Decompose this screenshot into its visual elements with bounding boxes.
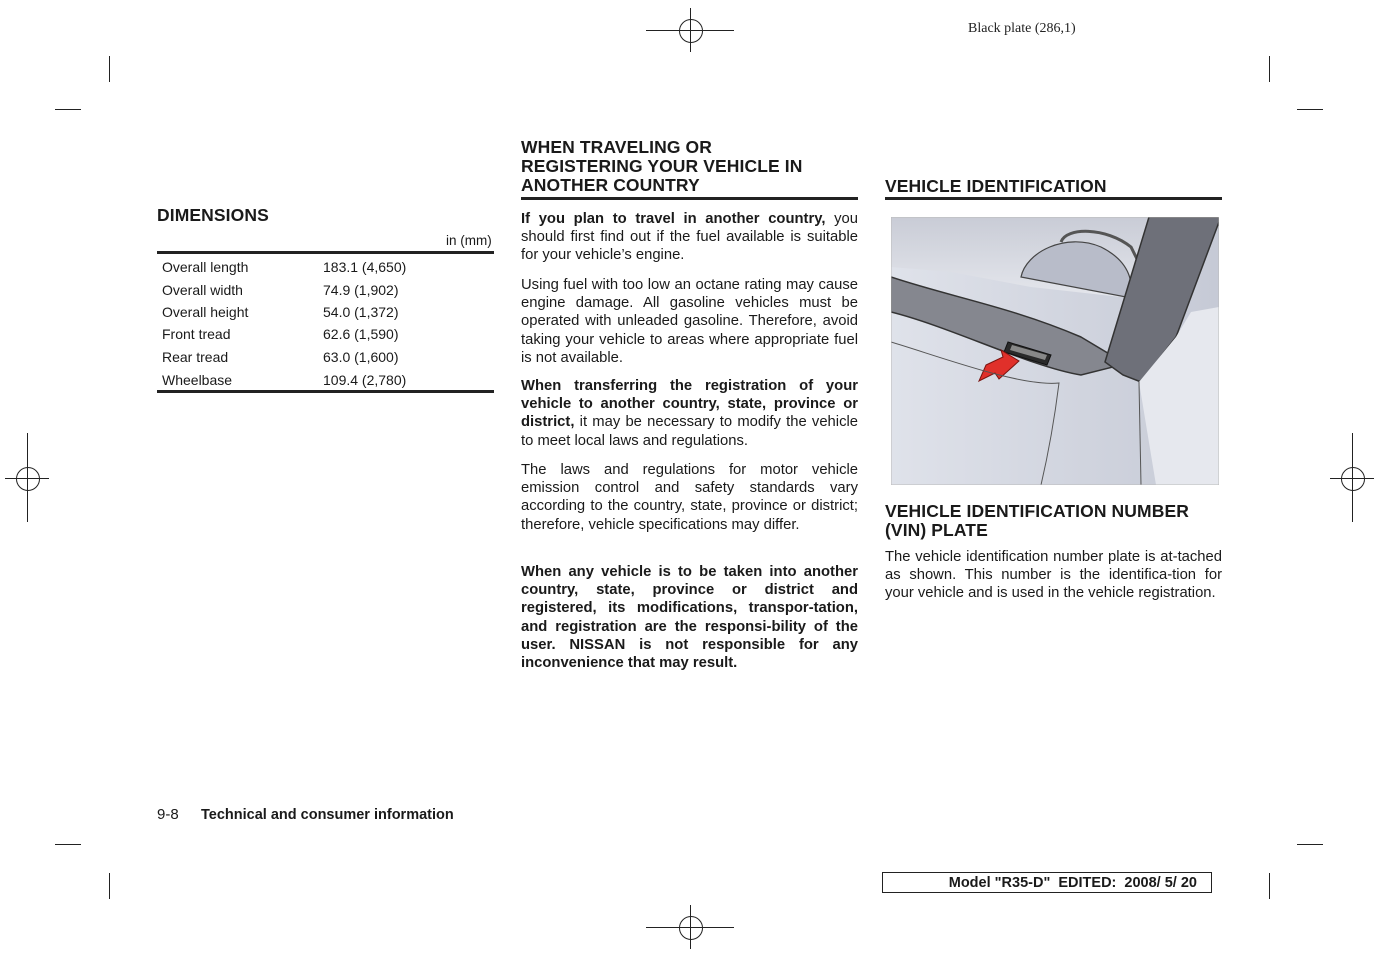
travel-title-line3: ANOTHER COUNTRY	[521, 175, 700, 195]
travel-title-rule	[521, 197, 858, 200]
table-top-rule	[157, 251, 494, 254]
travel-paragraph-4: The laws and regulations for motor vehicle emission control and safety standards vary according to the country, state, province or district; therefore, vehicle specifications may differ.	[521, 462, 858, 533]
table-row	[157, 323, 494, 345]
model-edit-box: Model "R35-D" EDITED: 2008/ 5/ 20	[882, 872, 1212, 893]
dimension-name: Rear tread	[162, 348, 229, 365]
travel-p3-text: it may be necessary to modify the vehicle to meet local laws and regulations.	[521, 414, 858, 449]
table-row	[157, 346, 494, 368]
travel-paragraph-3	[521, 377, 858, 450]
vehicle-id-title: VEHICLE IDENTIFICATION	[885, 176, 1107, 196]
dimension-name: Wheelbase	[162, 371, 233, 388]
travel-p1-text: you should first find out if the fuel available is suitable for your vehicle’s engine.	[521, 211, 858, 264]
vehicle-id-rule	[885, 197, 1222, 200]
dimensions-title: DIMENSIONS	[157, 205, 269, 225]
table-row	[157, 301, 494, 323]
table-row	[157, 368, 494, 392]
plate-label: Black plate (286,1)	[968, 21, 1076, 36]
vin-plate-illustration	[891, 217, 1219, 485]
dimension-value: 54.0 (1,372)	[323, 303, 399, 320]
table-bottom-rule	[157, 390, 494, 393]
dimension-value: 183.1 (4,650)	[323, 259, 407, 276]
travel-p1-bold: If you plan to travel in another country,	[521, 211, 826, 227]
page-number: 9-8	[157, 806, 179, 823]
dimension-value: 109.4 (2,780)	[323, 371, 407, 388]
travel-title	[521, 138, 802, 195]
dimension-value: 62.6 (1,590)	[323, 326, 399, 343]
dimensions-unit: in (mm)	[446, 233, 492, 248]
travel-paragraph-1	[521, 210, 858, 265]
vin-title-line1: VEHICLE IDENTIFICATION NUMBER	[885, 501, 1189, 521]
vin-plate-title	[885, 502, 1189, 540]
dimension-name: Overall height	[162, 303, 249, 320]
dimension-name: Overall width	[162, 281, 243, 298]
dimensions-table	[157, 256, 494, 392]
vin-plate-text: The vehicle identification number plate is at-tached as shown. This number is the identifica-tion for your vehicle and is used in the vehicle registration.	[885, 549, 1222, 602]
vin-title-line2: (VIN) PLATE	[885, 520, 988, 540]
dimension-value: 74.9 (1,902)	[323, 281, 399, 298]
travel-paragraph-5: When any vehicle is to be taken into another country, state, province or district and registered, its modifications, transpor-tation, and registration are the responsi-bility of the user. NISSAN is not responsible for any inconvenience that may result.	[521, 564, 858, 672]
dimension-value: 63.0 (1,600)	[323, 348, 399, 365]
table-row	[157, 278, 494, 300]
section-title: Technical and consumer information	[201, 807, 454, 823]
dimension-name: Overall length	[162, 259, 249, 276]
travel-title-line1: WHEN TRAVELING OR	[521, 137, 712, 157]
dimension-name: Front tread	[162, 326, 231, 343]
table-row	[157, 256, 494, 278]
travel-title-line2: REGISTERING YOUR VEHICLE IN	[521, 156, 803, 176]
travel-p3-bold: When transferring the registration of your vehicle to another country, state, province or district,	[521, 378, 858, 431]
travel-paragraph-2: Using fuel with too low an octane rating may cause engine damage. All gasoline vehicles must be operated with unleaded gasoline. Therefore, avoid taking your vehicle to areas where appropriate fuel is not available.	[521, 277, 858, 366]
